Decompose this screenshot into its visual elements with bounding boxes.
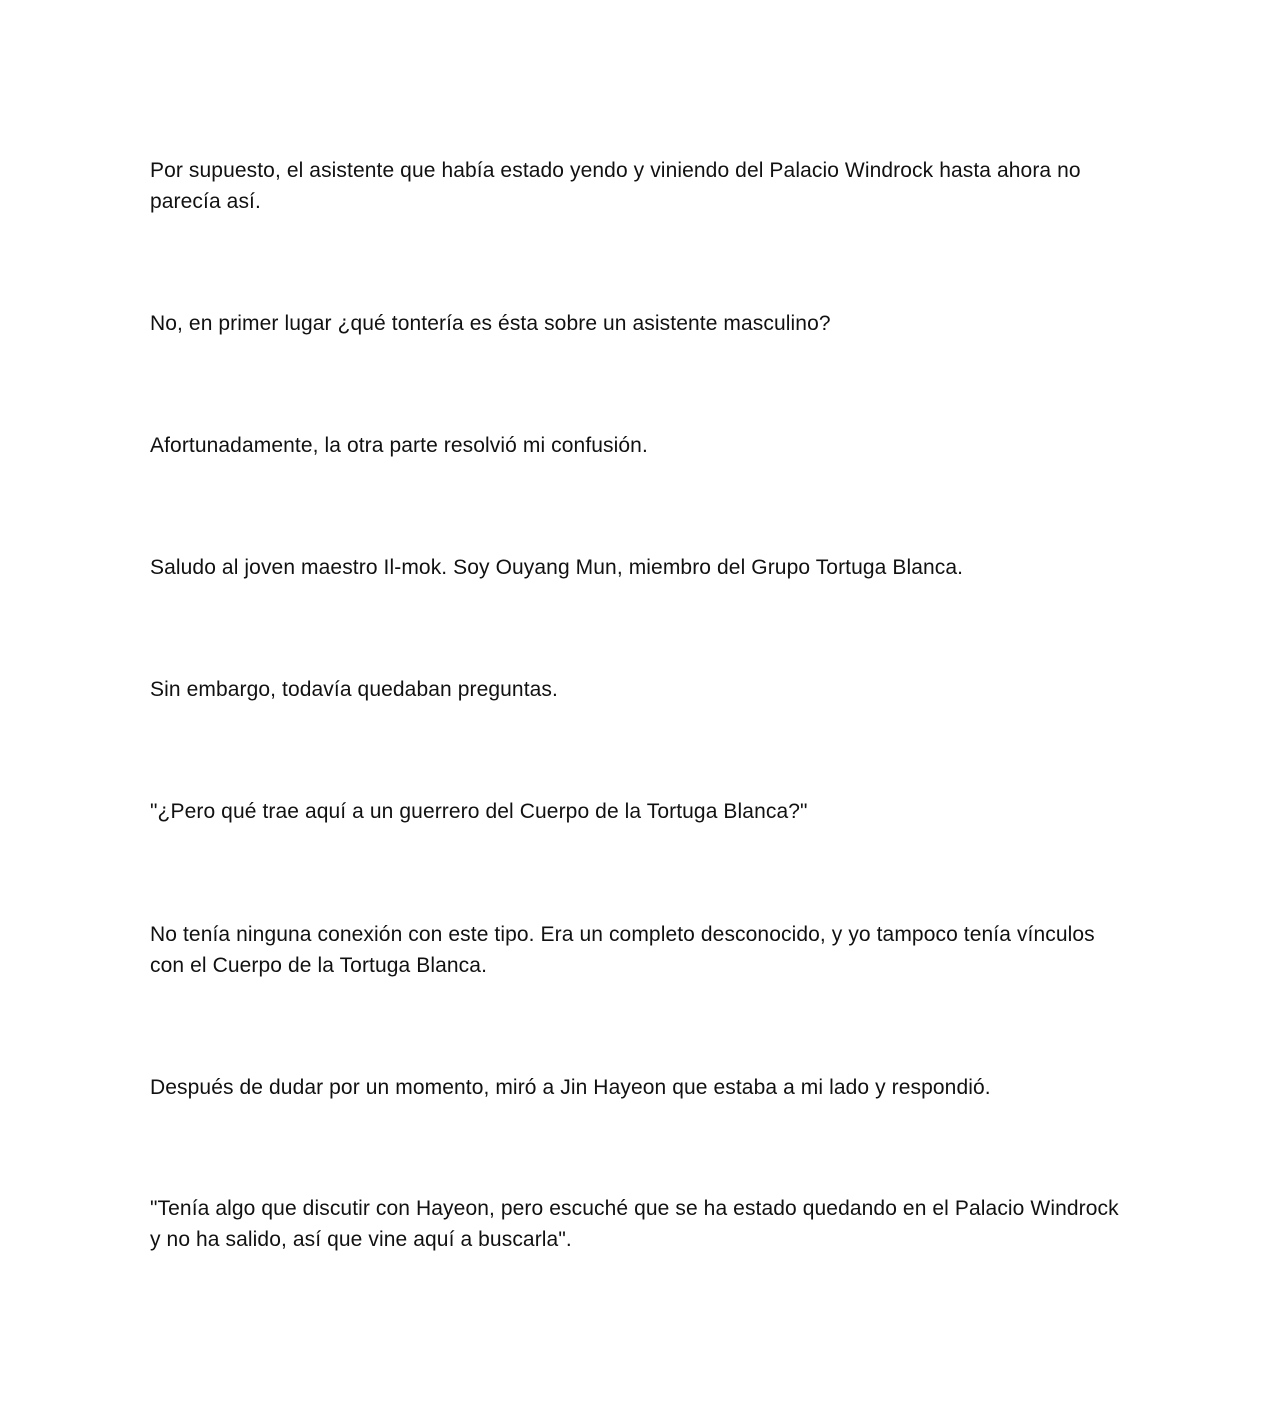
paragraph-3: Afortunadamente, la otra parte resolvió mi confusión. <box>150 434 648 457</box>
paragraph-5: Sin embargo, todavía quedaban preguntas. <box>150 678 558 701</box>
paragraph-8: Después de dudar por un momento, miró a Jin Hayeon que estaba a mi lado y respondió. <box>150 1076 991 1099</box>
paragraph-7: No tenía ninguna conexión con este tipo. Era un completo desconocido, y yo tampoco tenía vínculos con el Cuerpo de la Tortuga Blanca. <box>150 923 1095 977</box>
paragraph-2: No, en primer lugar ¿qué tontería es ésta sobre un asistente masculino? <box>150 312 831 335</box>
paragraph-4: Saludo al joven maestro Il-mok. Soy Ouyang Mun, miembro del Grupo Tortuga Blanca. <box>150 556 964 579</box>
paragraph-1: Por supuesto, el asistente que había estado yendo y viniendo del Palacio Windrock hasta ahora no parecía así. <box>150 159 1081 213</box>
paragraph-9: "Tenía algo que discutir con Hayeon, pero escuché que se ha estado quedando en el Palacio Windrock y no ha salido, así que vine aquí a buscarla". <box>150 1197 1119 1251</box>
paragraph-6: "¿Pero qué trae aquí a un guerrero del Cuerpo de la Tortuga Blanca?" <box>150 800 808 823</box>
